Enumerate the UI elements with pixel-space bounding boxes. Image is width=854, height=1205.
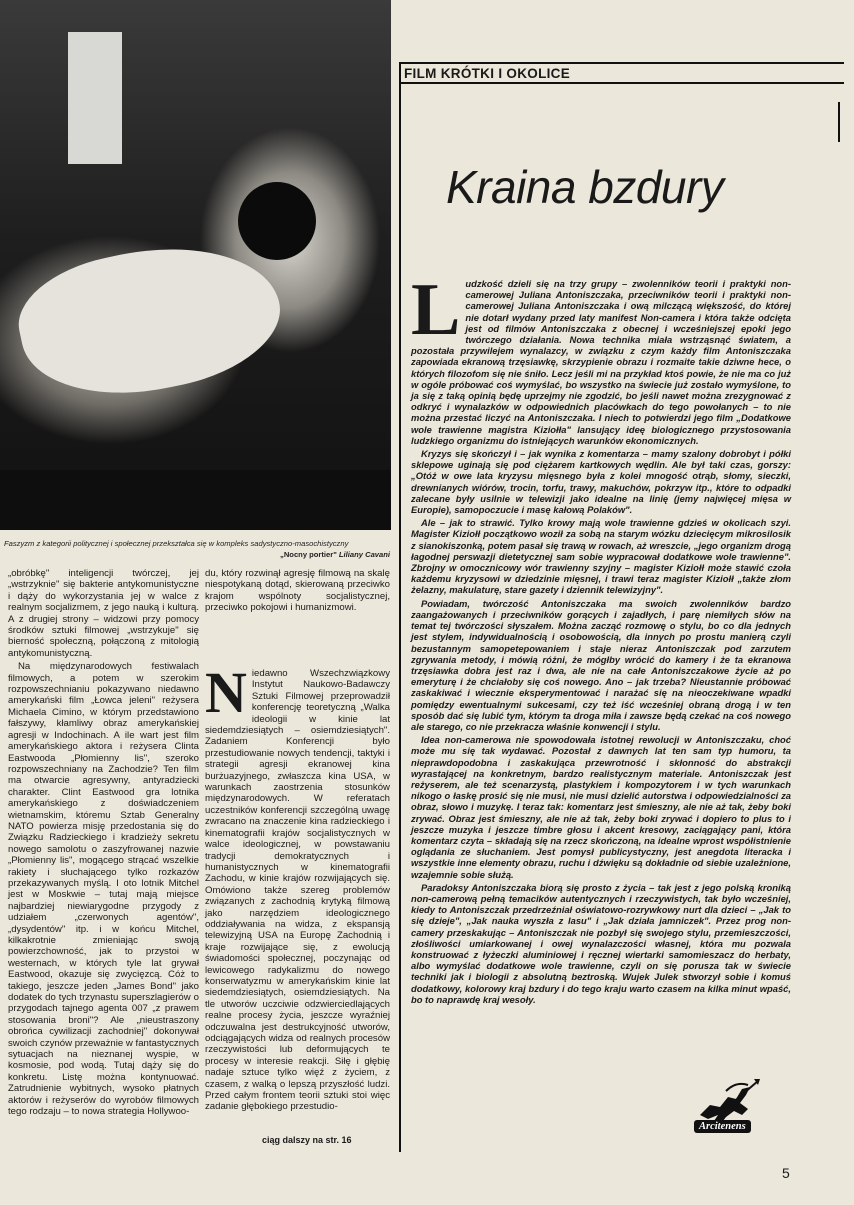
logo-wordmark: Arcitenens [694, 1120, 751, 1133]
column-middle-top [205, 568, 390, 616]
article-paragraph: Ale – jak to strawić. Tylko krowy mają wole trawienne gdzieś w okolicach szyi. Magister Kiziołł początkowo woził za sobą na starym wózku dziecięcym mikrosilosik z sianokiszonką, potem pasał się trawą w rowach, aż wreszcie, „jego organizm drogą łagodnej perswazji dietetycznej sam sobie wypracował dodatkowe wole trawienne". Zbrojny w omocznicowy wór trawienny szyjny – magister Kiziołł może stawić czoła każdemu kryzysowi w dziedzinie mięsnej, i trawi teraz magister Kiziołł „także złom żelazny, makulaturę, stare gazety i dziennik telewizyjny". [411, 517, 791, 596]
article-paragraph-text: udzkość dzieli się na trzy grupy – zwolenników teorii i praktyki non-camerowej Juliana Antoniszczaka, przeciwników teorii i praktyki non-camerowej Juliana Antoniszczaka i ową milczącą większość, do której nie dotarł wydany przed laty manifest Non-camera i która także odcięta jest od filmów Antoniszczaka z obecnej i wcześniejszej epoki jego twórczego działania. Nowa technika miała wstrząsnąć światem, a pozostała przywilejem wynalazcy, w związku z czym każdy film Antoniszczaka zapowiada ekranową trzęsiawkę, skrzypienie obrazu i rozmaite takie dziwne hece, o których filozofom się nie śniło. Lecz jeśli mi na przykład ktoś powie, że nie ma co już w ogóle próbować coś wymyślać, bo wszystko na świecie już zostało wymyślone, to ja się z taką opinią będę uprzejmy nie zgodzić, bo jeśli nawet można zrezygnować z odkryć i wynalazków w odpowiednich placówkach do tego powołanych – to nie można przestać liczyć na Antoniszczaka. I niech to potwierdzi jego film „Dodatkowe wole trawienne magistra Kiziołła" lansujący ideę biologicznego przystosowania ludzkiego organizmu do istniejących warunków ekonomicznych. [411, 278, 791, 446]
column-left [8, 568, 199, 1120]
column-middle-top-text: du, który rozwinął agresję filmową na skalę niespotykaną dotąd, skierowaną przeciwko krajom wspólnoty socjalistycznej, przeciwko pokojowi i humanizmowi. [205, 568, 390, 614]
caption-film-title: „Nocny portier" [280, 550, 337, 559]
dropcap-l: L [411, 269, 461, 351]
caption-credit [4, 549, 390, 560]
caption-director: Liliany Cavani [338, 550, 390, 559]
photo-caption [4, 538, 390, 560]
article-paragraph: Paradoksy Antoniszczaka biorą się prosto z życia – tak jest z jego polską kroniką non-camerową pełną temacików autentycznych i rzeczywistych, tak było wcześniej, kiedy to Antoniszczak przedrzeźniał oświatowo-rozrywkowy nurt dla dzieci – „Jak to się dzieje", „Jak nauka wyszła z lasu" i „Jak działa jamniczek". Przez prog non-camery przeskakując – Antoniszczak nie pozbył się swojego stylu, przemieszczości, złośliwości umiarkowanej i owej wynalazczości własnej, która mu pozwala konstruować z łyżeczki aluminiowej i ręcznej wiertarki samomieszacz do herbaty, albo wymyślać dodatkowe wole trawienne, czyli on się porusza tak w świecie techniki jak i biologii z absolutną beztroską. Wujek Julek stworzył sobie i komuś dodatkowy, kolorowy kraj bzdury i do tego kraju warto czasem na kilka minut wpaść, bo to naprawdę kraj wesoły. [411, 881, 791, 1005]
column-middle [205, 660, 390, 1115]
section-label: FILM KRÓTKI I OKOLICE [400, 62, 844, 84]
page-number: 5 [782, 1165, 790, 1181]
photo-window-light [68, 32, 122, 164]
article-paragraph: Kryzys się skończył i – jak wynika z komentarza – mamy szalony dobrobyt i półki sklepowe uginają się pod ciężarem kartkowych wędlin. Ale był taki czas, gorszy: „Otóż w owe lata kryzysu mięsnego była z kolei mnogość otrąb, słomy, sieczki, drewnianych wiórów, trocin, torfu, trawy, makuchów, pokrzyw itp., które to odpadki zalecane były usilnie w telewizji jako idealne na linię (jemy najwięcej mięsa w Europie), samopoczucie i masę kałową Polaków". [411, 448, 791, 516]
article-paragraph: Idea non-camerowa nie spowodowała istotnej rewolucji w Antoniszczaku, choć może mu się tak wydawać. Pozostał z dawnych lat ten sam typ humoru, ta nieprawdopodobna i zaskakująca przewrotność i skłonność do abstrakcji wyrastającej na konkretnym, bardzo realistycznym materiale. Antoniszczak jest reżyserem, ale też scenarzystą, plastykiem i kompozytorem i w tych warunkach nikogo o łaskę prosić się nie musi, nie musi dzielić autorstwa i odpowiedzialności za obraz, słowo i muzykę. I teraz tak: komentarz jest śmieszny, ale nie aż tak, żeby boki zrywać. Obraz jest śmieszny, ale nie aż tak, żeby boki zrywać i dopiero to plus to i jeszcze muzyka i jeszcze timbre głosu i akcent kresowy, zaciągający pani, która komentarz czyta – składają się na rzecz skończoną, na idealne wprost współistnienie oglądania ze słuchaniem. Jest pomysł publicystyczny, jest anegdota literacka i wszystkie inne elementy obrazu, ruchu i dźwięku są dokładnie od siebie uzależnione, wzajemnie sobie służą. [411, 734, 791, 880]
column-middle-text: iedawno Wszechzwiązkowy Instytut Naukowo-Badawczy Sztuki Filmowej przeprowadził konferencję teoretyczną „Walka ideologii w kinie lat siedemdziesiątych – osiemdziesiątych". Zadaniem Konferencji było przestudiowanie nowych tendencji, taktyki i strategii agresji ekranowej kina burżuazyjnego, zwłaszcza kina USA, w warunkach zaostrzenia stosunków międzynarodowych. W referatach uczestników konferencji szczególną uwagę zwracano na znaczenie kina radzieckiego i kinematografii krajów socjalistycznych w walce ideologicznej, w powstawaniu tradycji demokratycznych i humanistycznych w kinematografii Zachodu, w kinie krajów rozwijających się. Omówiono także szereg problemów związanych z zachodnią krytyką filmową jako narzędziem ideologicznego oddziaływania na widza, z ekspansją telewizyjną USA na Europę Zachodnią i kraje rozwijające się, z ewolucją świadomości społecznej, poczynając od lewicowego radykalizmu do nowego konserwatyzmu w amerykańskim kinie lat siedemdziesiątych, osiemdziesiątych. Na tle utworów uczciwie odzwierciedlających realne procesy życia, jeszcze wyraźniej odczuwalna jest destrukcyjność utworów, odciągających widza od realnych procesów rzeczywistości lub deformujących te procesy w interesie reakcji. Siłę i głębię nadaje sztuce tylko więź z życiem, z czasem, z walką o lepszą przyszłość ludzi. Przed całym frontem teorii sztuki stoi więc zadanie głębokiego przestudio- [205, 668, 390, 1113]
dropcap-n: N [205, 660, 247, 725]
photo-figure-dress [8, 225, 291, 416]
article-paragraph [411, 269, 791, 446]
photo-figure-hair [238, 182, 316, 260]
photo-floor-shadow [0, 470, 391, 530]
caption-line: Faszyzm z kategorii politycznej i społecznej przekształca się w kompleks sadystyczno-masochistyczny [4, 539, 349, 548]
column-left-paragraph: Na międzynarodowych festiwalach filmowych, a potem w szerokim rozpowszechnianiu pokazywano niedawno amerykański film „Łowca jeleni" reżysera Michaela Cimino, w którym przedstawiono fałszywy, kłamliwy obraz amerykańskiej agresji w Indochinach. A ile wart jest film amerykańskiego aktora i reżysera Clinta Eastwooda „Płomienny lis", szeroko rozpowszechniany na Zachodzie? Ten film ma otwarcie agresywny, antyradziecki charakter. Clint Eastwood gra lotnika amerykańskiego z doświadczeniem wietnamskim, któremu Sztab Generalny NATO powierza misję przedostania się do Związku Radzieckiego i kradzieży sekretu nowego samolotu o zaszyfrowanej nazwie „Płomienny lis", mogącego strącać wszelkie rakiety i słuchającego tylko rozkazów przekazywanych myślą. I oto lotnik Mitchel jest w Moskwie – tutaj mają miejsce najbardziej niewiarygodne przygody z udziałem „czerwonych agentów", „dysydentów" itp. i w końcu Mitchel, kilkakrotnie zmieniając swoją powierzchowność, jak to przystoi w westernach, w których tyle lat grywał Eastwood, okazuje się zwycięzcą. Cóż to takiego, jeszcze jeden „James Bond" jako dodatek do tych trzynastu superszlagierów o przygodach tajnego agenta 007 „z prawem stosowania broni"? Ale „nieustraszony obrońca cywilizacji zachodniej" dokonywał swoich czynów przeważnie w fantastycznych sytuacjach na nieznanej wyspie, w kosmosie, pod wodą. Tutaj dąży się do konkretu. Listę można kontynuować. Zatrudnienie wybitnych, wysoko płatnych aktorów i reżyserów do wyrobów filmowych tego rodzaju – to nowa strategia Hollywoo- [8, 661, 199, 1118]
article-body [411, 269, 791, 1007]
column-divider [399, 62, 401, 1152]
film-still-photo [0, 0, 391, 530]
section-corner-rule [838, 102, 840, 142]
article-headline: Kraina bzdury [446, 161, 724, 213]
article-paragraph: Powiadam, twórczość Antoniszczaka ma swoich zwolenników bardzo zaangażowanych i przeciwników gorących i zajadłych, i parę niemiłych słów na temat tej twórczości słyszałem. Można zacząć rozmowę o stylu, bo co dla jednych jest stylem, indywidualnością i osobowością, dla innych po prostu manierą czyli bezustannym samopetepowaniem i staje nieraz Antoniszczak pod zarzutem zgrywania metody, i mówią różni, że mógłby wrócić do kamery i że ta ekranowa trzęsiawka dobra jest raz i dwa, ale nie na całe Antoniszczakowe życie aż po emeryturę i że chciałoby się coś nowego. Ano – jak trzeba? Nieustannie próbować zaskakiwać i wiecznie eksperymentować i narażać się na nieoczekiwane wpadki pomiędzy ewentualnymi sukcesami, czy też iść wcześniej obraną drogą i w ten sposób dać się lubić tym, którym ta droga miła i zawsze będą czekać na coś nowego ale starego, co nie przekracza właśnie konwencji i stylu. [411, 597, 791, 732]
continued-note: ciąg dalszy na str. 16 [262, 1135, 352, 1145]
column-left-paragraph: „obróbkę" inteligencji twórczej, jej „wstrzyknie" się bakterie antykomunistyczne i dąży do wykorzystania jej w walce z realnym socjalizmem, z jego nauką i kulturą. A z drugiej strony – widzowi przy pomocy środków sztuki filmowej „wstrzykuje" się bierność społeczną, połączoną z mitologią antykomunistyczną. [8, 568, 199, 659]
column-middle-paragraph [205, 660, 390, 1113]
